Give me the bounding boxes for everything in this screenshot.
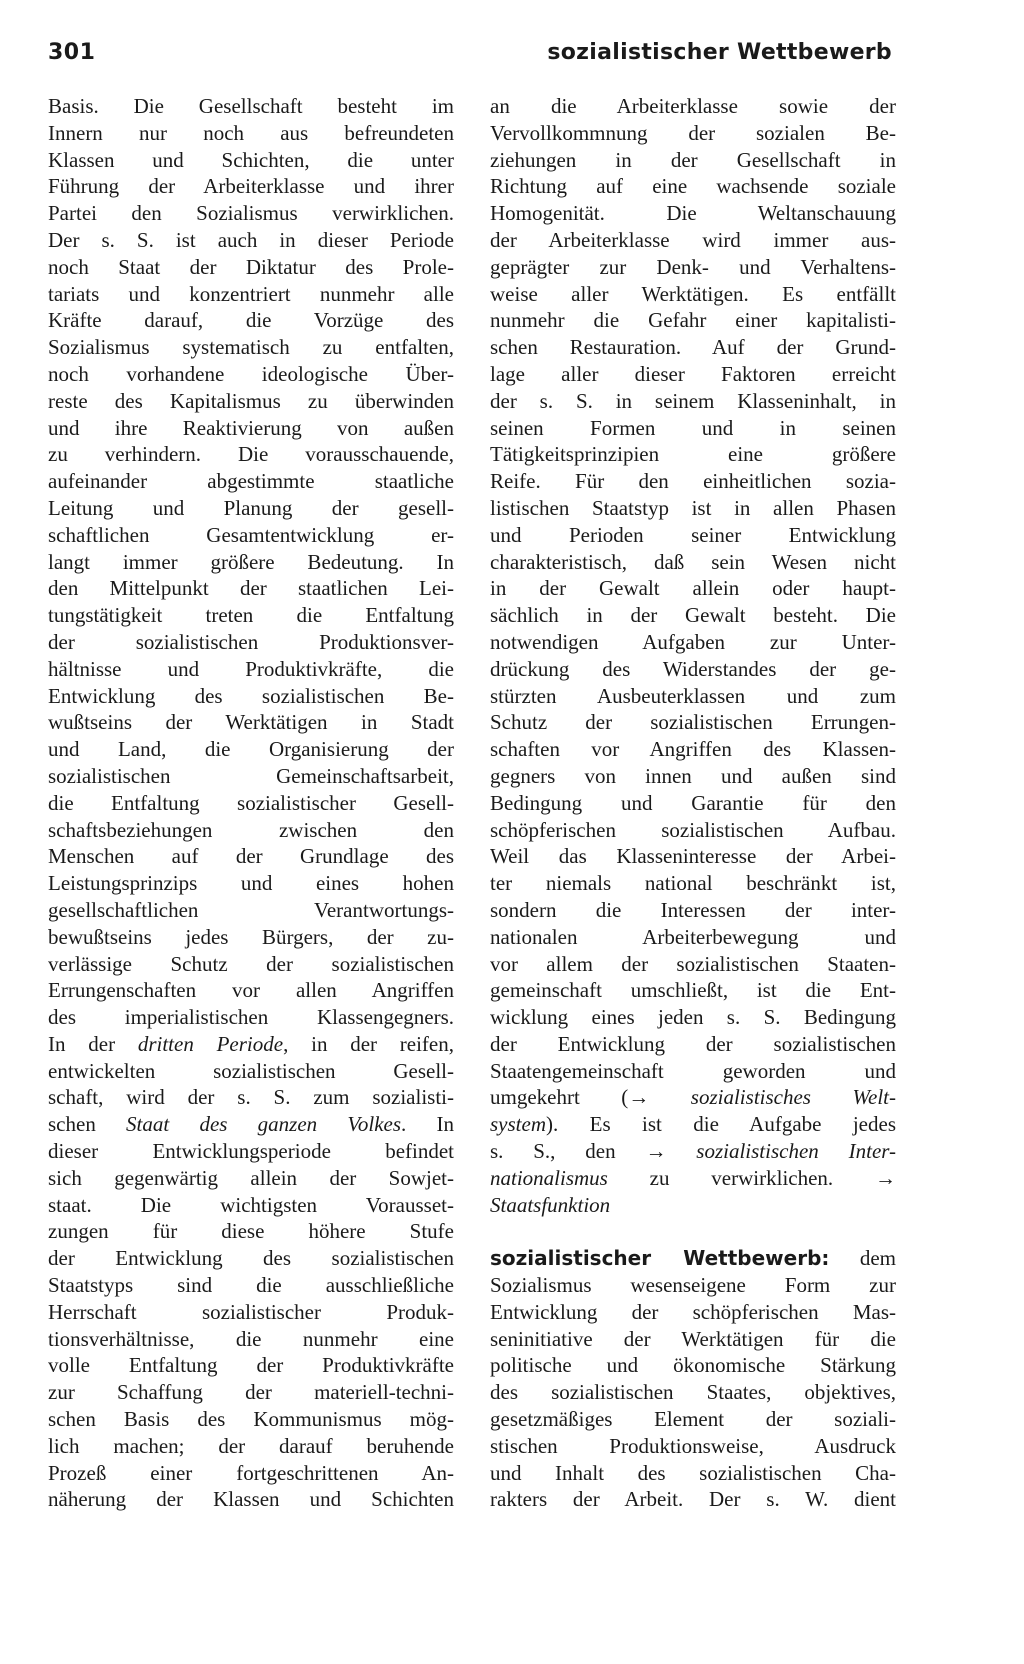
text-line: rakters der Arbeit. Der s. W. dient <box>490 1487 896 1512</box>
text-line: Richtung auf eine wachsende soziale <box>490 174 896 199</box>
text-line-with-reference <box>490 1192 896 1219</box>
text-line-with-reference <box>490 1165 896 1192</box>
text-line: des imperialistischen Klassengegners. <box>48 1005 454 1030</box>
text-line: zur Schaffung der materiell-techni- <box>48 1380 454 1405</box>
text-line: wicklung eines jeden s. S. Bedingung <box>490 1005 896 1030</box>
text-line: stischen Produktionsweise, Ausdruck <box>490 1433 896 1458</box>
text-line: der Entwicklung des sozialistischen <box>48 1246 454 1271</box>
line-text: , in der reifen, <box>283 1031 454 1056</box>
text-line: Klassen und Schichten, die unter <box>48 147 454 172</box>
text-line: der Arbeiterklasse wird immer aus- <box>490 227 896 252</box>
text-line: Basis. Die Gesellschaft besteht im <box>48 94 454 118</box>
text-line: weise aller Werktätigen. Es entfällt <box>490 281 896 306</box>
text-line: und ihre Reaktivierung von außen <box>48 415 454 440</box>
line-text: umgekehrt ( <box>490 1085 629 1110</box>
text-line: die Entfaltung sozialistischer Gesell- <box>48 790 454 815</box>
text-line: ter niemals national beschränkt ist, <box>490 871 896 896</box>
text-line: Leistungsprinzips und eines hohen <box>48 871 454 896</box>
text-line: gemeinschaft umschließt, ist die Ent- <box>490 978 896 1003</box>
cross-reference-link[interactable]: sozialistischen Inter- <box>696 1139 896 1164</box>
text-line: listischen Staatstyp ist in allen Phasen <box>490 495 896 520</box>
text-line: in der Gewalt allein oder haupt- <box>490 576 896 601</box>
text-line: staat. Die wichtigsten Vorausset- <box>48 1192 454 1217</box>
text-line: lich machen; der darauf beruhende <box>48 1433 454 1458</box>
text-line: politische und ökonomische Stärkung <box>490 1353 896 1378</box>
text-line: charakteristisch, daß sein Wesen nicht <box>490 549 896 574</box>
text-line: und Perioden seiner Entwicklung <box>490 522 896 547</box>
text-line: Reife. Für den einheitlichen sozia- <box>490 469 896 494</box>
left-column <box>48 93 454 1513</box>
text-line-with-reference <box>490 1138 896 1165</box>
text-line: sich gegenwärtig allein der Sowjet- <box>48 1165 454 1190</box>
text-line: vor allem der sozialistischen Staaten- <box>490 951 896 976</box>
entry-spacer <box>490 1218 896 1245</box>
text-line: tariats und konzentriert nunmehr alle <box>48 281 454 306</box>
line-text: ). Es ist die Aufgabe jedes <box>546 1112 896 1137</box>
text-line: den Mittelpunkt der staatlichen Lei- <box>48 576 454 601</box>
cross-reference-link[interactable]: nationalismus <box>490 1165 608 1190</box>
line-text: dem <box>859 1246 896 1271</box>
line-text: s. S., den <box>490 1139 616 1164</box>
text-line: schaftlichen Gesamtentwicklung er- <box>48 522 454 547</box>
text-line: gesellschaftlichen Verantwortungs- <box>48 897 454 922</box>
text-line: langt immer größere Bedeutung. In <box>48 549 454 574</box>
cross-reference-link[interactable]: Staatsfunktion <box>490 1192 611 1217</box>
text-line: noch vorhandene ideologische Über- <box>48 361 454 386</box>
text-line: an die Arbeiterklasse sowie der <box>490 94 896 118</box>
text-line: Homogenität. Die Weltanschauung <box>490 201 896 226</box>
text-line: schaften vor Angriffen des Klassen- <box>490 737 896 762</box>
text-line: Innern nur noch aus befreundeten <box>48 120 454 145</box>
text-line: sozialistischen Gemeinschaftsarbeit, <box>48 763 454 788</box>
text-line: Kräfte darauf, die Vorzüge des <box>48 308 454 333</box>
text-line: geprägter zur Denk- und Verhaltens- <box>490 254 896 279</box>
text-line: sondern die Interessen der inter- <box>490 897 896 922</box>
text-line: schen Basis des Kommunismus mög- <box>48 1407 454 1432</box>
text-line: bewußtseins jedes Bürgers, der zu- <box>48 924 454 949</box>
text-line-italic <box>48 1031 454 1058</box>
text-line: der s. S. in seinem Klasseninhalt, in <box>490 388 896 413</box>
text-line: tungstätigkeit treten die Entfaltung <box>48 603 454 628</box>
italic-term: dritten Periode <box>137 1031 284 1056</box>
text-line: stürzten Ausbeuterklassen und zum <box>490 683 896 708</box>
text-line: lage aller dieser Faktoren erreicht <box>490 361 896 386</box>
text-line: schaft, wird der s. S. zum sozialisti- <box>48 1085 454 1110</box>
text-line: Staatengemeinschaft geworden und <box>490 1058 896 1083</box>
arrow-icon: → <box>645 1139 667 1164</box>
text-line: hältnisse und Produktivkräfte, die <box>48 656 454 681</box>
text-line: näherung der Klassen und Schichten <box>48 1487 454 1512</box>
text-line: Schutz der sozialistischen Errungen- <box>490 710 896 735</box>
text-line: aufeinander abgestimmte staatliche <box>48 469 454 494</box>
text-line: Weil das Klasseninteresse der Arbei- <box>490 844 896 869</box>
text-line: zu verhindern. Die vorausschauende, <box>48 442 454 467</box>
text-line: noch Staat der Diktatur des Prole- <box>48 254 454 279</box>
text-line: Entwicklung der schöpferischen Mas- <box>490 1299 896 1324</box>
text-line: sächlich in der Gewalt besteht. Die <box>490 603 896 628</box>
text-line: dieser Entwicklungsperiode befindet <box>48 1139 454 1164</box>
text-line: Entwicklung des sozialistischen Be- <box>48 683 454 708</box>
arrow-icon: → <box>875 1165 896 1190</box>
text-line: tionsverhältnisse, die nunmehr eine <box>48 1326 454 1351</box>
line-text: . In <box>401 1112 454 1137</box>
text-line: der Entwicklung der sozialistischen <box>490 1031 896 1056</box>
running-head: sozialistischer Wettbewerb <box>547 40 892 65</box>
line-text: In der <box>48 1031 138 1056</box>
text-line: zungen für diese höhere Stufe <box>48 1219 454 1244</box>
text-line: und Inhalt des sozialistischen Cha- <box>490 1460 896 1485</box>
text-line: wußtseins der Werktätigen in Stadt <box>48 710 454 735</box>
text-line: der sozialistischen Produktionsver- <box>48 629 454 654</box>
text-line: Partei den Sozialismus verwirklichen. <box>48 201 454 226</box>
text-line: entwickelten sozialistischen Gesell- <box>48 1058 454 1083</box>
text-line: reste des Kapitalismus zu überwinden <box>48 388 454 413</box>
text-line: volle Entfaltung der Produktivkräfte <box>48 1353 454 1378</box>
entry-heading-line <box>490 1245 896 1272</box>
text-line: Herrschaft sozialistischer Produk- <box>48 1299 454 1324</box>
text-line: Tätigkeitsprinzipien eine größere <box>490 442 896 467</box>
text-line-with-reference <box>490 1111 896 1138</box>
text-line: schöpferischen sozialistischen Aufbau. <box>490 817 896 842</box>
text-line: schaftsbeziehungen zwischen den <box>48 817 454 842</box>
page-number: 301 <box>48 40 96 65</box>
cross-reference-link[interactable]: system <box>490 1112 546 1137</box>
text-line: nationalen Arbeiterbewegung und <box>490 924 896 949</box>
text-line: gegners von innen und außen sind <box>490 763 896 788</box>
text-line: Staatstyps sind die ausschließliche <box>48 1273 454 1298</box>
text-line: nunmehr die Gefahr einer kapitalisti- <box>490 308 896 333</box>
text-line: Leitung und Planung der gesell- <box>48 495 454 520</box>
text-line: und Land, die Organisierung der <box>48 737 454 762</box>
text-line-italic <box>48 1111 454 1138</box>
italic-term: Staat des ganzen Volkes <box>126 1112 402 1137</box>
text-line: Errungenschaften vor allen Angriffen <box>48 978 454 1003</box>
text-line: drückung des Widerstandes der ge- <box>490 656 896 681</box>
text-line: Bedingung und Garantie für den <box>490 790 896 815</box>
line-text: zu verwirklichen. <box>649 1165 834 1190</box>
line-text: schen <box>48 1112 127 1137</box>
text-line: Sozialismus wesenseigene Form zur <box>490 1273 896 1298</box>
right-column <box>490 93 896 1513</box>
cross-reference-link[interactable]: sozialistisches Welt- <box>690 1085 896 1110</box>
text-line-with-reference <box>490 1084 896 1111</box>
text-line: seinen Formen und in seinen <box>490 415 896 440</box>
text-line: ziehungen in der Gesellschaft in <box>490 147 896 172</box>
text-line: des sozialistischen Staates, objektives, <box>490 1380 896 1405</box>
text-line: verlässige Schutz der sozialistischen <box>48 951 454 976</box>
text-line: Der s. S. ist auch in dieser Periode <box>48 227 454 252</box>
text-line: Prozeß einer fortgeschrittenen An- <box>48 1460 454 1485</box>
text-line: notwendigen Aufgaben zur Unter- <box>490 629 896 654</box>
text-line: Führung der Arbeiterklasse und ihrer <box>48 174 454 199</box>
text-line: Vervollkommnung der sozialen Be- <box>490 120 896 145</box>
text-line: Menschen auf der Grundlage des <box>48 844 454 869</box>
entry-headword: sozialistischer Wettbewerb: <box>490 1246 830 1271</box>
text-line: schen Restauration. Auf der Grund- <box>490 335 896 360</box>
arrow-icon: → <box>628 1085 650 1110</box>
text-line: seninitiative der Werktätigen für die <box>490 1326 896 1351</box>
text-line: Sozialismus systematisch zu entfalten, <box>48 335 454 360</box>
text-line: gesetzmäßiges Element der soziali- <box>490 1407 896 1432</box>
